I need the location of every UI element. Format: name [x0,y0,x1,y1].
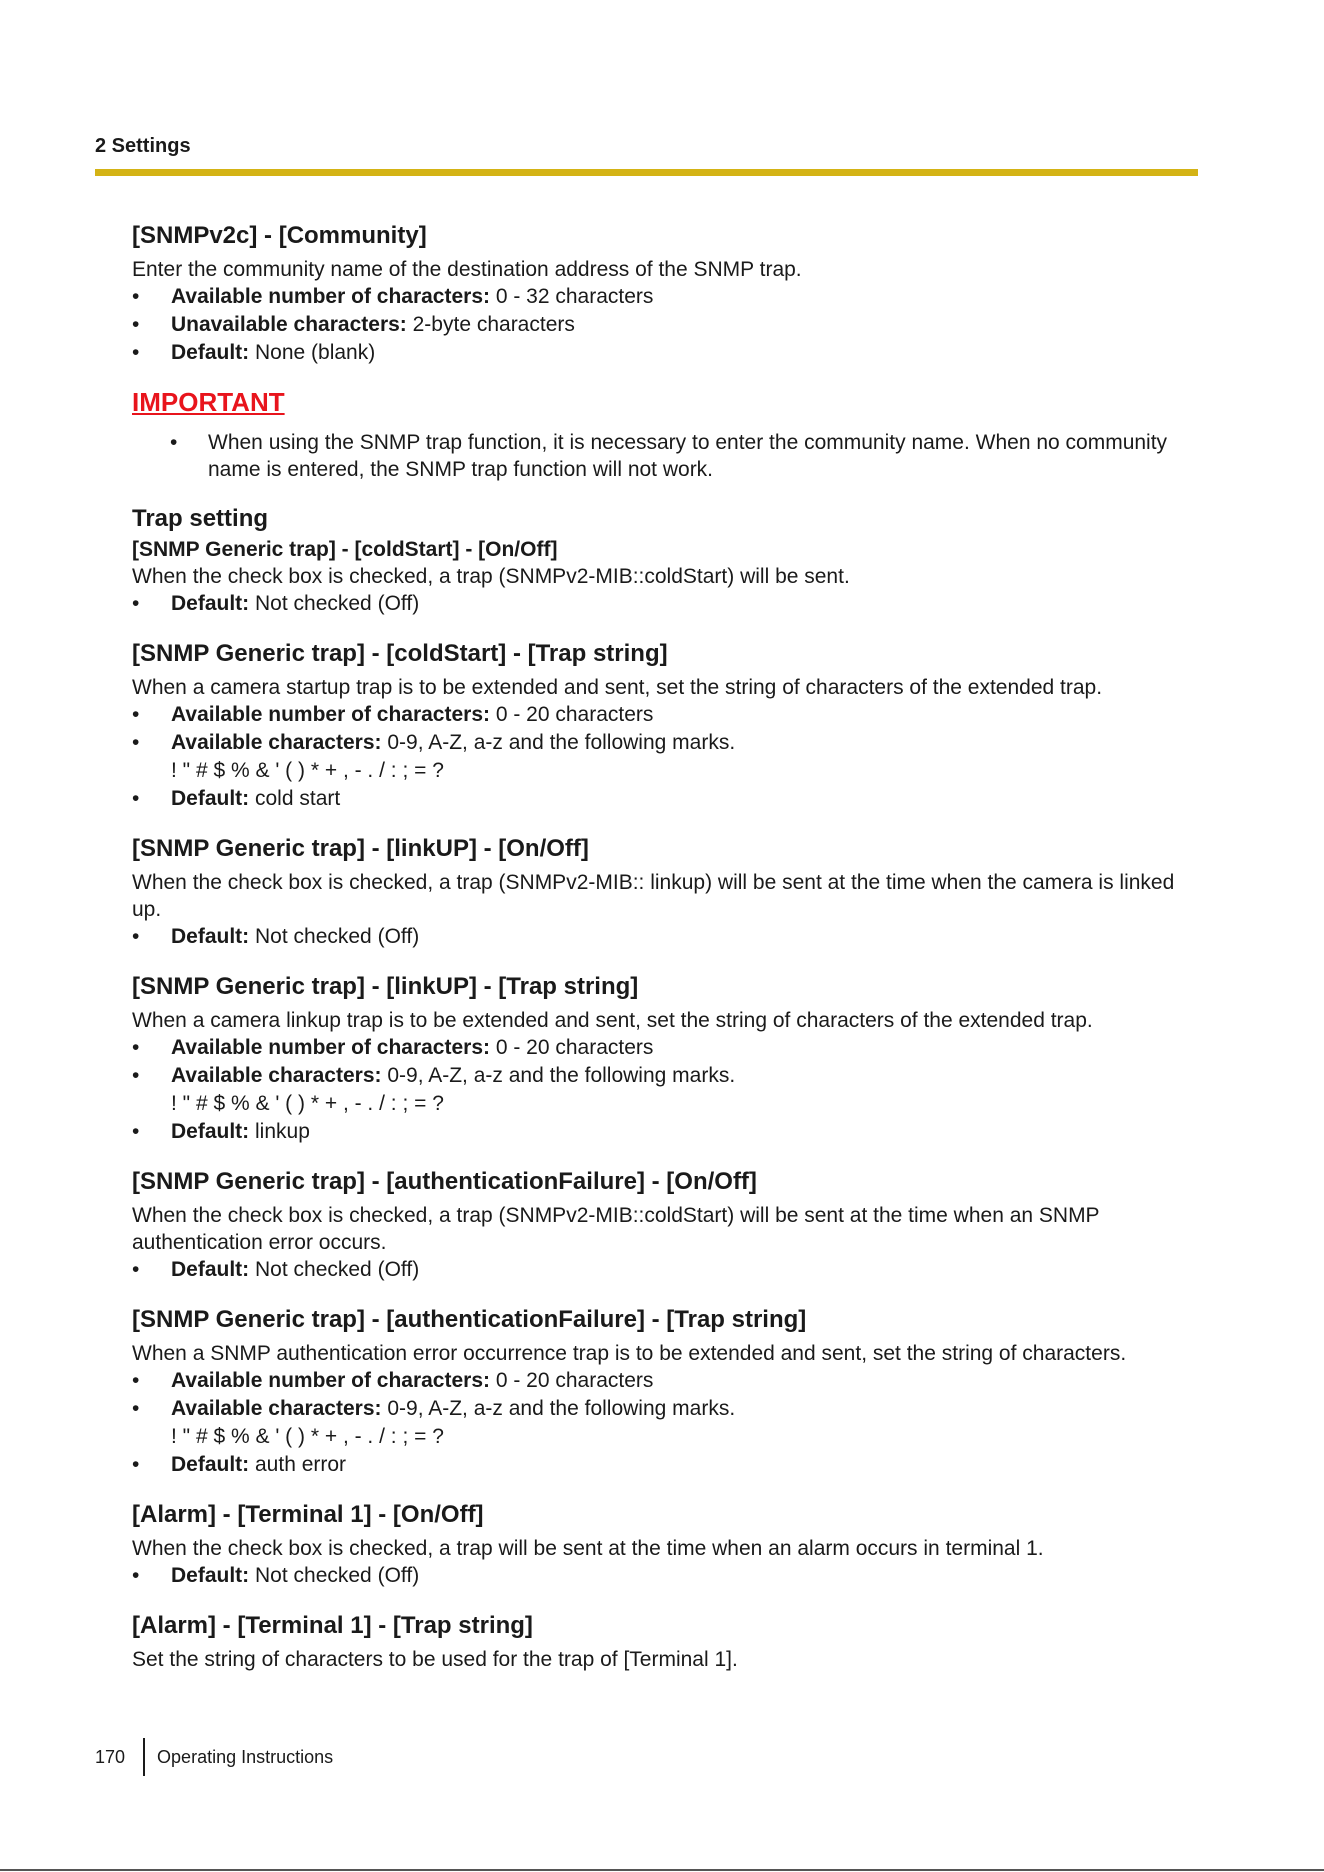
page-footer [95,1738,333,1776]
bullet-icon: • [132,703,140,726]
item-label: Unavailable characters: [171,313,407,336]
list-item [132,1118,1202,1146]
list-item [132,1034,1202,1062]
item-value: 2-byte characters [406,313,575,336]
list-item [132,283,1202,311]
item-value: cold start [249,787,341,810]
list-item [132,1062,1202,1118]
item-label: Default: [171,1120,250,1143]
section-description: When a camera startup trap is to be extended and sent, set the string of characters of the extended trap. [132,676,1103,699]
item-label: Default: [171,925,250,948]
section-title: [SNMP Generic trap] - [authenticationFailure] - [On/Off] [132,1168,757,1195]
section-description: When a camera linkup trap is to be extended and sent, set the string of characters of the extended trap. [132,1009,1093,1032]
alarm-terminal1-trapstring-section [132,1610,1202,1673]
bullet-icon: • [132,285,140,308]
section-title: [SNMPv2c] - [Community] [132,222,427,249]
bullet-icon: • [132,313,140,336]
coldstart-onoff-section [132,537,1202,618]
bullet-list [132,1034,1202,1146]
item-value: None (blank) [249,341,376,364]
bullet-icon: • [132,1453,140,1476]
section-description: When the check box is checked, a trap (SNMPv2-MIB::coldStart) will be sent. [132,565,850,588]
item-label: Default: [171,1453,250,1476]
item-label: Default: [171,592,250,615]
coldstart-trapstring-section [132,638,1202,813]
linkup-onoff-section [132,833,1202,951]
bullet-icon: • [132,1064,140,1087]
list-item [132,429,1202,483]
list-item [132,923,1202,951]
item-value: Not checked (Off) [249,925,420,948]
item-label: Default: [171,787,250,810]
bullet-icon: • [132,1120,140,1143]
alarm-terminal1-onoff-section [132,1499,1202,1590]
section-description: Set the string of characters to be used for the trap of [Terminal 1]. [132,1648,738,1671]
item-value: 0 - 20 characters [490,1369,654,1392]
bullet-icon: • [132,925,140,948]
section-title: [SNMP Generic trap] - [linkUP] - [On/Off] [132,835,589,862]
list-item [132,339,1202,367]
section-description: Enter the community name of the destination address of the SNMP trap. [132,258,802,281]
item-value: Not checked (Off) [249,1564,420,1587]
list-item [132,785,1202,813]
item-label: Default: [171,1258,250,1281]
document-title: Operating Instructions [157,1746,334,1767]
item-label: Default: [171,1564,250,1587]
item-label: Available number of characters: [171,703,490,726]
page-content [132,220,1202,1673]
bullet-list [132,701,1202,813]
bullet-icon: • [132,731,140,754]
linkup-trapstring-section [132,971,1202,1146]
list-item [132,590,1202,618]
item-value: 0-9, A-Z, a-z and the following marks. [381,1064,736,1087]
list-item [132,1256,1202,1284]
bullet-icon: • [132,787,140,810]
bullet-icon: • [132,1036,140,1059]
important-label: IMPORTANT [132,387,285,417]
item-label: Available characters: [171,1397,382,1420]
bullet-list [132,590,1202,618]
section-title: [SNMP Generic trap] - [authenticationFailure] - [Trap string] [132,1306,807,1333]
authfailure-onoff-section [132,1166,1202,1284]
marks-list: ! " # $ % & ' ( ) * + , - . / : ; = ? [171,1092,444,1115]
section-title: [SNMP Generic trap] - [coldStart] - [On/Off] [132,538,558,561]
list-item [132,1395,1202,1451]
important-notice [132,385,1202,483]
bullet-list [132,1562,1202,1590]
section-title: [Alarm] - [Terminal 1] - [On/Off] [132,1501,484,1528]
item-value: 0-9, A-Z, a-z and the following marks. [381,731,736,754]
bullet-icon: • [132,1397,140,1420]
chapter-header: 2 Settings [95,135,191,157]
section-description: When the check box is checked, a trap (SNMPv2-MIB::coldStart) will be sent at the time when an SNMP authentication error occurs. [132,1204,1100,1254]
page-number: 170 [95,1746,126,1767]
item-label: Available number of characters: [171,1369,490,1392]
list-item [132,311,1202,339]
section-description: When the check box is checked, a trap (SNMPv2-MIB:: linkup) will be sent at the time when the camera is linked up. [132,871,1175,921]
marks-list: ! " # $ % & ' ( ) * + , - . / : ; = ? [171,1425,444,1448]
item-label: Available characters: [171,1064,382,1087]
bullet-icon: • [132,592,140,615]
bullet-icon: • [132,341,140,364]
item-value: Not checked (Off) [249,1258,420,1281]
item-value: 0 - 32 characters [490,285,654,308]
list-item [132,1367,1202,1395]
section-description: When a SNMP authentication error occurrence trap is to be extended and sent, set the string of characters. [132,1342,1127,1365]
list-item [132,1451,1202,1479]
trap-setting-heading: Trap setting [132,505,269,532]
bullet-list [132,1256,1202,1284]
community-section [132,220,1202,367]
item-label: Available number of characters: [171,285,490,308]
section-title: [Alarm] - [Terminal 1] - [Trap string] [132,1612,533,1639]
header-divider [95,169,1198,176]
item-label: Available characters: [171,731,382,754]
authfailure-trapstring-section [132,1304,1202,1479]
bullet-list [132,923,1202,951]
bullet-icon: • [132,1564,140,1587]
item-label: Available number of characters: [171,1036,490,1059]
page-bottom-edge [0,1869,1324,1871]
section-title: [SNMP Generic trap] - [linkUP] - [Trap string] [132,973,639,1000]
list-item [132,729,1202,785]
bullet-list [132,1367,1202,1479]
section-title: [SNMP Generic trap] - [coldStart] - [Trap string] [132,640,668,667]
important-list [132,429,1202,483]
bullet-list [132,283,1202,367]
item-value: linkup [249,1120,310,1143]
marks-list: ! " # $ % & ' ( ) * + , - . / : ; = ? [171,759,444,782]
bullet-icon: • [132,1369,140,1392]
item-value: 0 - 20 characters [490,1036,654,1059]
item-value: 0 - 20 characters [490,703,654,726]
item-value: auth error [249,1453,347,1476]
bullet-icon: • [132,1258,140,1281]
bullet-icon: • [170,431,178,454]
item-label: Default: [171,341,250,364]
section-description: When the check box is checked, a trap will be sent at the time when an alarm occurs in terminal 1. [132,1537,1044,1560]
item-value: 0-9, A-Z, a-z and the following marks. [381,1397,736,1420]
list-item [132,701,1202,729]
item-value: Not checked (Off) [249,592,420,615]
important-text: When using the SNMP trap function, it is necessary to enter the community name. When no community name is entered, the SNMP trap function will not work. [208,431,1168,481]
list-item [132,1562,1202,1590]
